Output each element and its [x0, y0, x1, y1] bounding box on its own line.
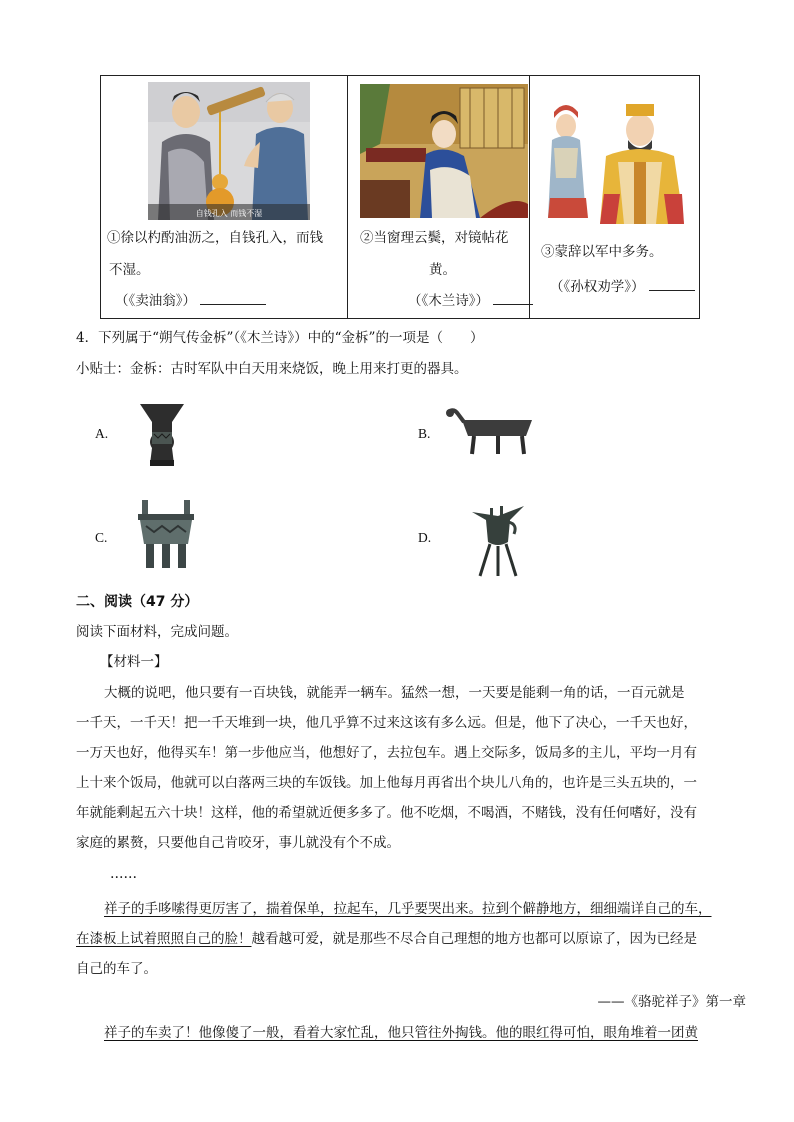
ellipsis: …… — [110, 866, 137, 882]
material-1-label: 【材料一】 — [100, 654, 168, 670]
table-cell-3 — [530, 76, 699, 318]
paragraph-1-line-3: 一万天也好，他得买车！第一步他应当，他想好了，去拉包车。遇上交际多，饭局多的主儿，平均一月有 — [76, 745, 697, 761]
paragraph-1-line-4: 上十来个饭局，他就可以白落两三块的车饭钱。加上他每月再省出个块儿八角的，也许是三头五块的，一 — [76, 775, 697, 791]
option-b-label[interactable]: B. — [418, 426, 431, 441]
paragraph-2-line-3: 自己的车了。 — [76, 961, 157, 977]
paragraph-2-line-1 — [104, 897, 712, 917]
source-text: （《孙权劝学》） — [550, 279, 645, 295]
mulan-mirror-illustration — [360, 84, 528, 218]
option-d-bronze-jue-vessel[interactable] — [470, 502, 526, 578]
quote-1-line1: ①徐以杓酌油沥之，自钱孔入，而钱 — [107, 230, 323, 246]
paragraph-1-line-6: 家庭的累赘，只要他自己肯咬牙，事儿就没有个不成。 — [76, 835, 400, 851]
question-4-stem: 4．下列属于“朔气传金柝”（《木兰诗》）中的“金柝”的一项是（ ） — [76, 330, 484, 346]
paragraph-2-line-2 — [76, 927, 697, 947]
sun-quan-lu-meng-illustration — [544, 98, 692, 224]
answer-blank-1[interactable] — [200, 290, 266, 305]
answer-blank-2[interactable] — [493, 290, 533, 305]
paragraph-3-line-1 — [104, 1021, 698, 1041]
option-c-bronze-ding-cauldron[interactable] — [136, 498, 196, 570]
quote-2-line1: ②当窗理云鬓，对镜帖花 — [360, 230, 509, 246]
oil-seller-illustration — [148, 82, 310, 220]
paragraph-1-line-5: 年就能剩起五六十块！这样，他的希望就近便多多了。他不吃烟，不喝酒，不赌钱，没有任何嗜好，没有 — [76, 805, 697, 821]
question-4-tip: 小贴士：金柝：古时军队中白天用来烧饭，晚上用来打更的器具。 — [76, 361, 468, 377]
section-2-instruction: 阅读下面材料，完成问题。 — [76, 624, 238, 640]
quote-table — [100, 75, 700, 319]
option-a-bronze-zun-vessel[interactable] — [138, 402, 186, 468]
quote-2-line2: 黄。 — [429, 262, 456, 278]
option-a-label[interactable]: A. — [95, 426, 109, 441]
quote-1-source — [115, 287, 266, 315]
paragraph-1-line-1: 大概的说吧，他只要有一百块钱，就能弄一辆车。猛然一想，一天要是能剩一角的话，一百元就是 — [104, 685, 685, 701]
option-b-bronze-diao-dou-pan[interactable] — [444, 408, 534, 456]
option-d-label[interactable]: D. — [418, 530, 432, 545]
quote-3-source — [550, 273, 695, 301]
quote-2-source — [408, 287, 533, 315]
option-c-label[interactable]: C. — [95, 530, 108, 545]
underlined-sentence: 祥子的车卖了！他像傻了一般，看着大家忙乱，他只管往外掏钱。他的眼红得可怕，眼角堆着一团黄 — [104, 1025, 698, 1041]
image-caption: 自钱孔入 而钱不湿 — [195, 209, 263, 218]
paragraph-text: 越看越可爱，就是那些不尽合自己理想的地方也都可以原谅了，因为已经是 — [251, 931, 697, 947]
underlined-sentence: 在漆板上试着照照自己的脸！ — [76, 931, 252, 947]
table-cell-2 — [348, 76, 530, 318]
source-text: （《木兰诗》） — [408, 293, 489, 309]
answer-blank-3[interactable] — [649, 276, 695, 291]
source-text: （《卖油翁》） — [115, 293, 196, 309]
quote-3-line1: ③蒙辞以军中多务。 — [541, 244, 663, 260]
source-citation: ——《骆驼祥子》第一章 — [597, 994, 746, 1010]
quote-1-line2: 不湿。 — [109, 262, 150, 278]
paragraph-1-line-2: 一千天，一千天！把一千天堆到一块，他几乎算不过来这该有多么远。但是，他下了决心，一千天也好， — [76, 715, 697, 731]
section-2-title: 二、阅读（47 分） — [76, 594, 199, 610]
table-cell-1 — [101, 76, 348, 318]
underlined-sentence: 祥子的手哆嗦得更厉害了，揣着保单，拉起车，几乎要哭出来。拉到个僻静地方，细细端详自己的车， — [104, 901, 712, 917]
